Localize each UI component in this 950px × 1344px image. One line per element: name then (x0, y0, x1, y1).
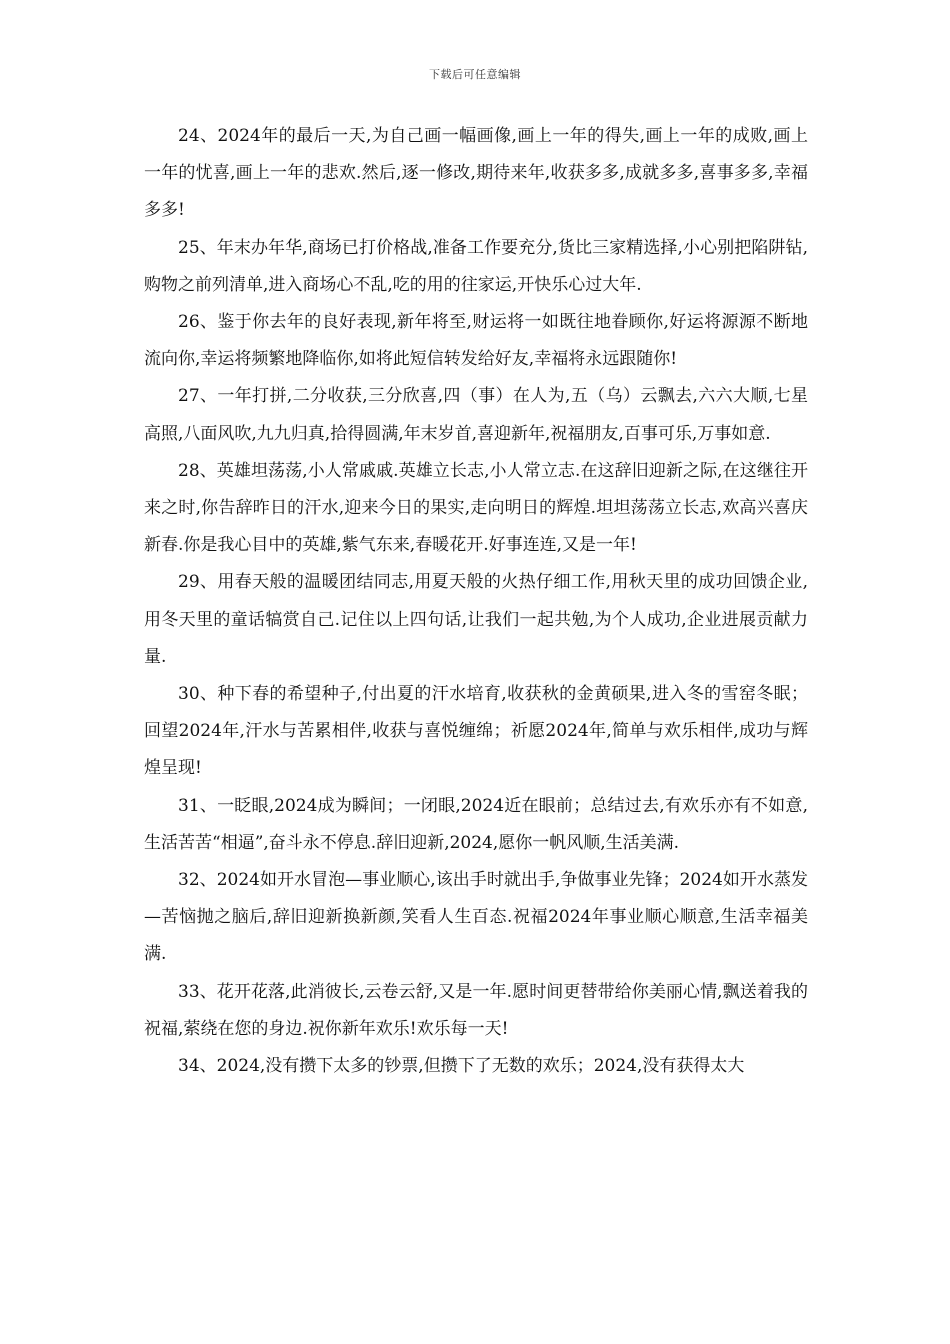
page-header: 下载后可任意编辑 (429, 68, 521, 81)
paragraph-26: 26、鉴于你去年的良好表现,新年将至,财运将一如既往地眷顾你,好运将源源不断地流向你,幸运将频繁地降临你,如将此短信转发给好友,幸福将永远跟随你! (144, 312, 808, 370)
paragraph-31: 31、一眨眼,2024成为瞬间；一闭眼,2024近在眼前；总结过去,有欢乐亦有不如意,生活苦苦“相逼”,奋斗永不停息.辞旧迎新,2024,愿你一帆风顺,生活美满. (144, 795, 808, 853)
paragraph-27: 27、一年打拼,二分收获,三分欣喜,四（事）在人为,五（乌）云飘去,六六大顺,七星高照,八面风吹,九九归真,拾得圆满,年末岁首,喜迎新年,祝福朋友,百事可乐,万事如意. (144, 386, 808, 444)
paragraph-32: 32、2024如开水冒泡—事业顺心,该出手时就出手,争做事业先锋；2024如开水蒸发—苦恼抛之脑后,辞旧迎新换新颜,笑看人生百态.祝福2024年事业顺心顺意,生活幸福美满. (144, 870, 808, 965)
paragraph-29: 29、用春天般的温暖团结同志,用夏天般的火热仔细工作,用秋天里的成功回馈企业,用冬天里的童话犒赏自己.记住以上四句话,让我们一起共勉,为个人成功,企业进展贡献力量. (144, 572, 808, 667)
paragraph-24: 24、2024年的最后一天,为自己画一幅画像,画上一年的得失,画上一年的成败,画上一年的忧喜,画上一年的悲欢.然后,逐一修改,期待来年,收获多多,成就多多,喜事多多,幸福多多! (144, 126, 808, 221)
paragraph-30: 30、种下春的希望种子,付出夏的汗水培育,收获秋的金黄硕果,进入冬的雪窑冬眠；回望2024年,汗水与苦累相伴,收获与喜悦缠绵；祈愿2024年,简单与欢乐相伴,成功与辉煌呈现! (144, 684, 808, 779)
paragraph-34: 34、2024,没有攒下太多的钞票,但攒下了无数的欢乐；2024,没有获得太大 (178, 1056, 745, 1077)
paragraph-28: 28、英雄坦荡荡,小人常戚戚.英雄立长志,小人常立志.在这辞旧迎新之际,在这继往开来之时,你告辞昨日的汗水,迎来今日的果实,走向明日的辉煌.坦坦荡荡立长志,欢高兴喜庆新春.你是我心目中的英雄,紫气东来,春暖花开.好事连连,又是一年! (144, 460, 808, 556)
paragraph-33: 33、花开花落,此消彼长,云卷云舒,又是一年.愿时间更替带给你美丽心情,飘送着我的祝福,萦绕在您的身边.祝你新年欢乐!欢乐每一天! (144, 981, 808, 1039)
paragraph-25: 25、年末办年华,商场已打价格战,准备工作要充分,货比三家精选择,小心别把陷阱钻,购物之前列清单,进入商场心不乱,吃的用的往家运,开快乐心过大年. (144, 237, 808, 295)
document-body (144, 118, 808, 1085)
